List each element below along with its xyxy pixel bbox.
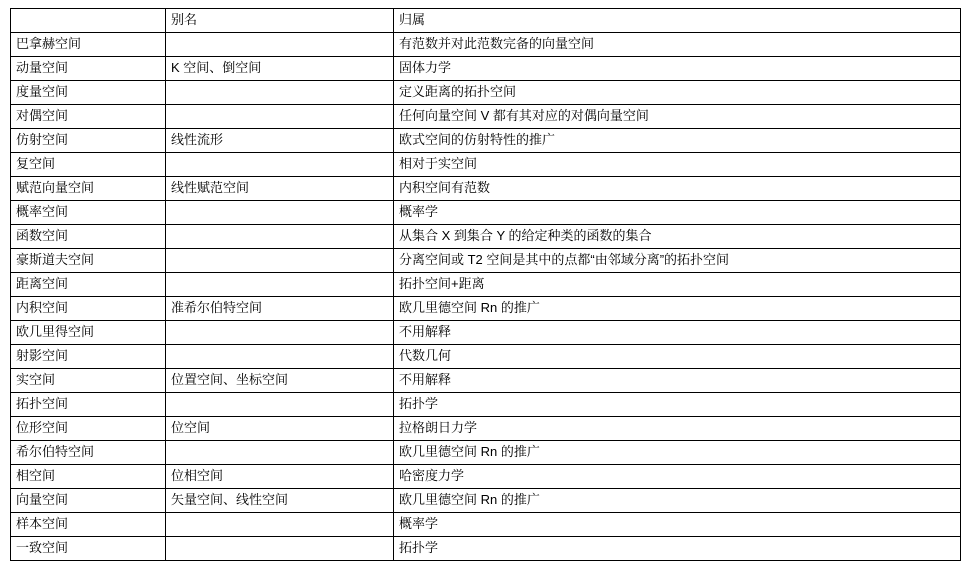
cell-category: 拓扑空间+距离 xyxy=(394,273,961,297)
cell-category: 相对于实空间 xyxy=(394,153,961,177)
cell-category: 任何向量空间 V 都有其对应的对偶向量空间 xyxy=(394,105,961,129)
cell-alias xyxy=(166,393,394,417)
cell-name: 一致空间 xyxy=(11,537,166,561)
header-cell-name xyxy=(11,9,166,33)
cell-alias xyxy=(166,249,394,273)
cell-category: 有范数并对此范数完备的向量空间 xyxy=(394,33,961,57)
cell-alias xyxy=(166,273,394,297)
table-row xyxy=(11,177,961,201)
table-row xyxy=(11,201,961,225)
space-types-table xyxy=(10,8,961,561)
cell-category: 哈密度力学 xyxy=(394,465,961,489)
cell-category: 拓扑学 xyxy=(394,537,961,561)
table-row xyxy=(11,297,961,321)
cell-category: 欧式空间的仿射特性的推广 xyxy=(394,129,961,153)
table-row xyxy=(11,489,961,513)
cell-name: 相空间 xyxy=(11,465,166,489)
table-row xyxy=(11,57,961,81)
header-cell-category: 归属 xyxy=(394,9,961,33)
cell-name: 欧几里得空间 xyxy=(11,321,166,345)
cell-name: 函数空间 xyxy=(11,225,166,249)
cell-category: 代数几何 xyxy=(394,345,961,369)
table-row xyxy=(11,393,961,417)
cell-name: 动量空间 xyxy=(11,57,166,81)
cell-alias xyxy=(166,105,394,129)
table-row xyxy=(11,369,961,393)
cell-alias xyxy=(166,201,394,225)
cell-alias xyxy=(166,225,394,249)
cell-alias xyxy=(166,513,394,537)
table-row xyxy=(11,417,961,441)
table-row xyxy=(11,273,961,297)
cell-category: 从集合 X 到集合 Y 的给定种类的函数的集合 xyxy=(394,225,961,249)
cell-alias xyxy=(166,441,394,465)
table-row xyxy=(11,465,961,489)
cell-alias: 线性流形 xyxy=(166,129,394,153)
cell-alias: 位空间 xyxy=(166,417,394,441)
cell-name: 仿射空间 xyxy=(11,129,166,153)
cell-name: 豪斯道夫空间 xyxy=(11,249,166,273)
cell-category: 概率学 xyxy=(394,201,961,225)
cell-category: 欧几里德空间 Rn 的推广 xyxy=(394,489,961,513)
cell-alias xyxy=(166,537,394,561)
cell-alias xyxy=(166,345,394,369)
cell-category: 不用解释 xyxy=(394,321,961,345)
cell-name: 距离空间 xyxy=(11,273,166,297)
table-row xyxy=(11,441,961,465)
cell-alias: K 空间、倒空间 xyxy=(166,57,394,81)
cell-alias: 位相空间 xyxy=(166,465,394,489)
cell-alias: 准希尔伯特空间 xyxy=(166,297,394,321)
cell-alias: 线性赋范空间 xyxy=(166,177,394,201)
cell-alias xyxy=(166,33,394,57)
table-row xyxy=(11,345,961,369)
cell-category: 不用解释 xyxy=(394,369,961,393)
cell-category: 定义距离的拓扑空间 xyxy=(394,81,961,105)
cell-alias xyxy=(166,321,394,345)
cell-category: 固体力学 xyxy=(394,57,961,81)
cell-name: 度量空间 xyxy=(11,81,166,105)
table-row xyxy=(11,153,961,177)
table-row xyxy=(11,105,961,129)
table-row xyxy=(11,81,961,105)
table-row xyxy=(11,513,961,537)
cell-name: 概率空间 xyxy=(11,201,166,225)
cell-name: 赋范向量空间 xyxy=(11,177,166,201)
cell-name: 希尔伯特空间 xyxy=(11,441,166,465)
cell-category: 分离空间或 T2 空间是其中的点都“由邻域分离”的拓扑空间 xyxy=(394,249,961,273)
table-row xyxy=(11,321,961,345)
cell-alias xyxy=(166,81,394,105)
table-row xyxy=(11,537,961,561)
cell-category: 欧几里德空间 Rn 的推广 xyxy=(394,297,961,321)
table-row xyxy=(11,129,961,153)
table-row xyxy=(11,33,961,57)
table-body xyxy=(11,9,961,561)
cell-name: 拓扑空间 xyxy=(11,393,166,417)
cell-name: 复空间 xyxy=(11,153,166,177)
cell-name: 位形空间 xyxy=(11,417,166,441)
cell-alias xyxy=(166,153,394,177)
table-row xyxy=(11,249,961,273)
cell-category: 拓扑学 xyxy=(394,393,961,417)
cell-name: 样本空间 xyxy=(11,513,166,537)
cell-category: 概率学 xyxy=(394,513,961,537)
header-cell-alias: 别名 xyxy=(166,9,394,33)
document-page xyxy=(0,8,978,556)
cell-name: 对偶空间 xyxy=(11,105,166,129)
cell-name: 射影空间 xyxy=(11,345,166,369)
cell-name: 向量空间 xyxy=(11,489,166,513)
cell-name: 实空间 xyxy=(11,369,166,393)
cell-category: 内积空间有范数 xyxy=(394,177,961,201)
cell-category: 欧几里德空间 Rn 的推广 xyxy=(394,441,961,465)
cell-category: 拉格朗日力学 xyxy=(394,417,961,441)
cell-alias: 位置空间、坐标空间 xyxy=(166,369,394,393)
table-header-row xyxy=(11,9,961,33)
cell-name: 内积空间 xyxy=(11,297,166,321)
cell-name: 巴拿赫空间 xyxy=(11,33,166,57)
table-row xyxy=(11,225,961,249)
cell-alias: 矢量空间、线性空间 xyxy=(166,489,394,513)
